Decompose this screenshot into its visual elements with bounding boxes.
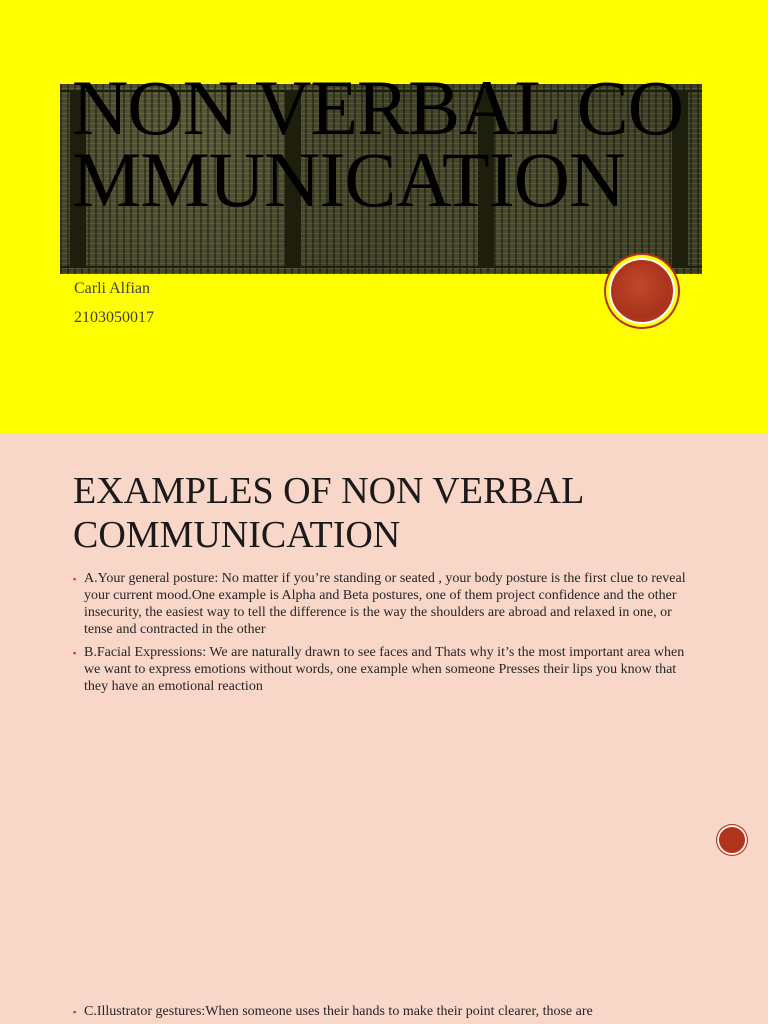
list-item [73,570,703,638]
bullet-text: A.Your general posture: No matter if you’re standing or seated , your body posture is the first clue to reveal your current mood.One example is Alpha and Beta postures, one of them project confidence and the other insecurity, the easiest way to tell the difference is the way the shoulders are abroad and relaxed in one, or tense and contracted in the other [84,571,686,637]
bullet-list [73,570,703,701]
list-item [73,644,703,695]
bullet-text: B.Facial Expressions: We are naturally drawn to see faces and Thats why it’s the most important area when we want to express emotions without words, one example when someone Presses their lips you know that they have an emotional reaction [84,645,685,694]
band-line-bottom [60,266,702,268]
student-id: 2103050017 [74,309,154,326]
bullet-marker: ▪ [73,1007,77,1017]
content-slide [0,433,768,1024]
bullet-marker: ▪ [73,574,77,584]
decorative-medallion-small [718,826,746,854]
bullet-text: C.Illustrator gestures:When someone uses their hands to make their point clearer, those are [84,1004,593,1019]
slide-title: NON VERBAL COMMUNICATION [72,64,684,223]
author-name: Carli Alfian [74,280,150,297]
title-slide [0,0,768,433]
bullet-marker: ▪ [73,648,77,658]
decorative-medallion [609,258,675,324]
slide-heading: EXAMPLES OF NON VERBAL COMMUNICATION [73,470,583,556]
list-item [73,1003,703,1020]
